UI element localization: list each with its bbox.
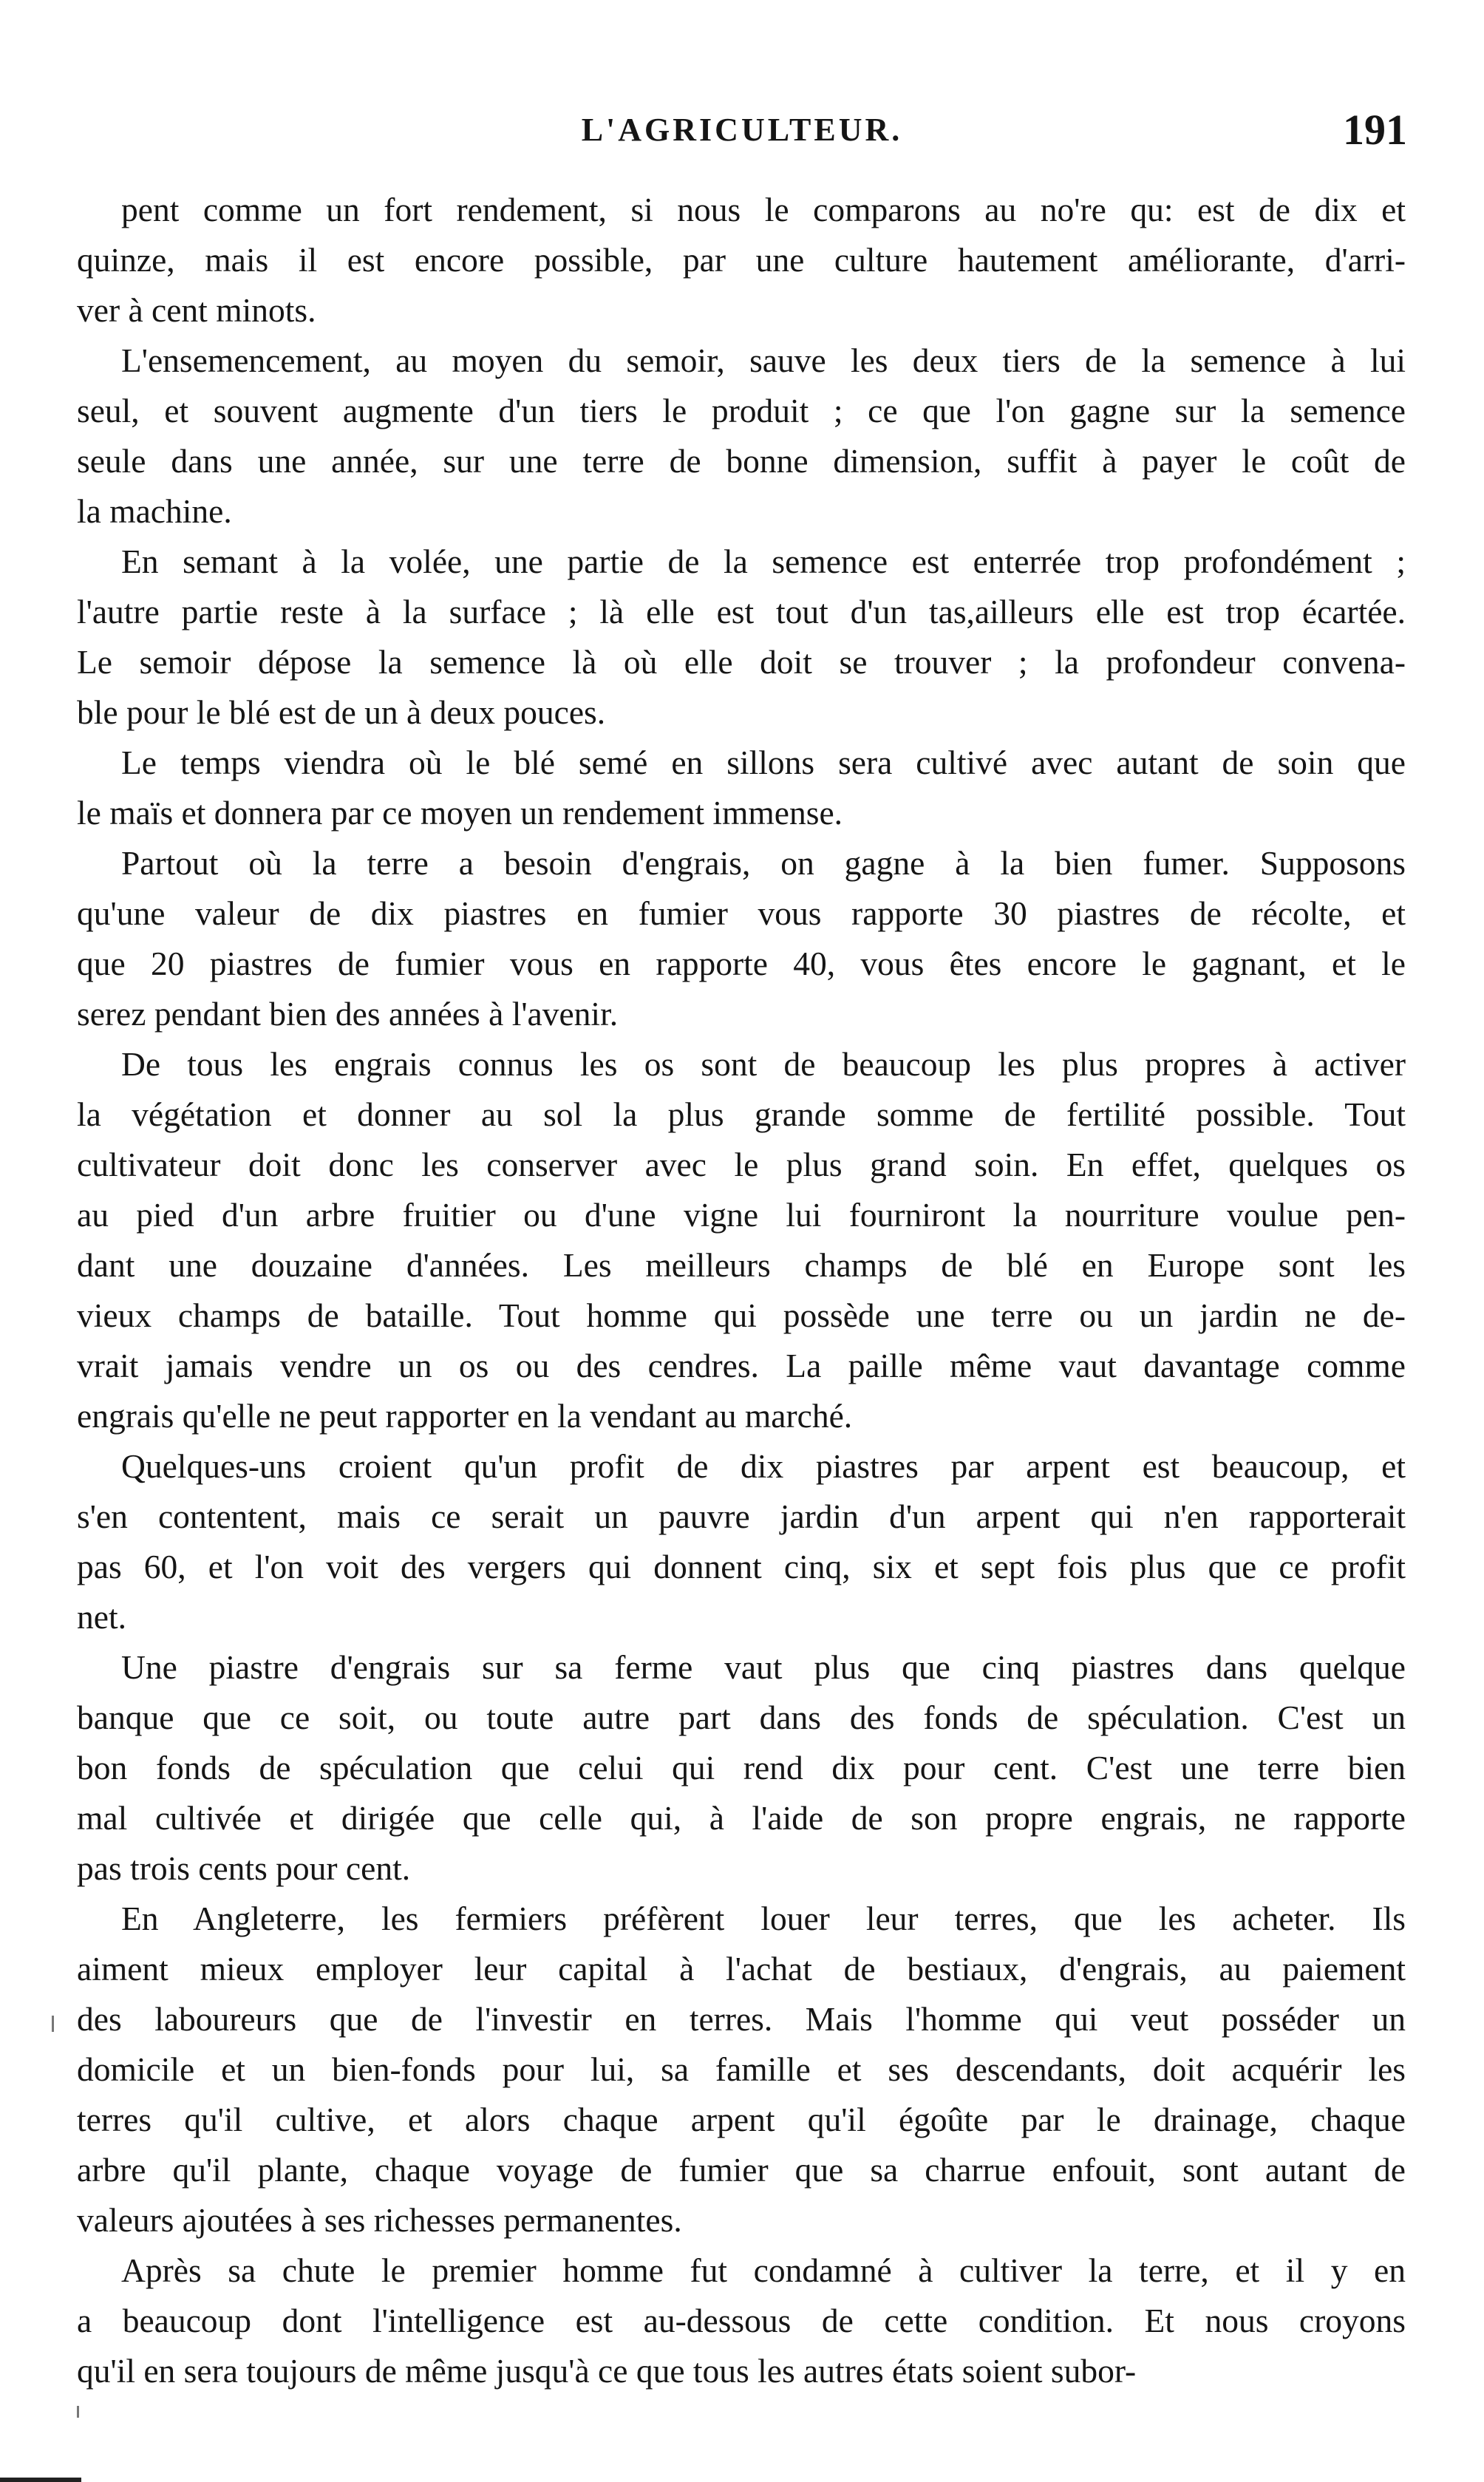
text-line: domicile et un bien-fonds pour lui, sa famille et ses descendants, doit acquérir les xyxy=(77,2050,1406,2088)
text-line: aiment mieux employer leur capital à l'achat de bestiaux, d'engrais, au paiement xyxy=(77,1950,1406,1988)
text-line: l'autre partie reste à la surface ; là elle est tout d'un tas,ailleurs elle est trop écartée. xyxy=(77,593,1406,630)
text-line: vieux champs de bataille. Tout homme qui possède une terre ou un jardin ne de- xyxy=(77,1296,1406,1334)
text-line: mal cultivée et dirigée que celle qui, à l'aide de son propre engrais, ne rapporte xyxy=(77,1799,1406,1837)
paragraph xyxy=(77,1441,1406,1642)
text-line: dant une douzaine d'années. Les meilleurs champs de blé en Europe sont les xyxy=(77,1246,1406,1284)
text-line: En Angleterre, les fermiers préfèrent louer leur terres, que les acheter. Ils xyxy=(121,1900,1406,1937)
paragraph xyxy=(77,2245,1406,2396)
text-line: Partout où la terre a besoin d'engrais, on gagne à la bien fumer. Supposons xyxy=(121,844,1406,882)
paragraph xyxy=(77,1894,1406,2245)
text-line: pent comme un fort rendement, si nous le comparons au no're qu: est de dix et xyxy=(121,191,1406,228)
running-title: L'AGRICULTEUR. xyxy=(581,112,903,148)
scan-speck xyxy=(77,2406,79,2418)
text-line: Le temps viendra où le blé semé en sillons sera cultivé avec autant de soin que xyxy=(121,744,1406,781)
text-line: qu'une valeur de dix piastres en fumier vous rapporte 30 piastres de récolte, et xyxy=(77,894,1406,932)
text-line: seul, et souvent augmente d'un tiers le produit ; ce que l'on gagne sur la semence xyxy=(77,392,1406,429)
text-line: la machine. xyxy=(77,492,232,530)
text-line: L'ensemencement, au moyen du semoir, sauve les deux tiers de la semence à lui xyxy=(121,341,1406,379)
text-line: En semant à la volée, une partie de la semence est enterrée trop profondément ; xyxy=(121,543,1406,580)
paragraph xyxy=(77,185,1406,336)
text-line: la végétation et donner au sol la plus grande somme de fertilité possible. Tout xyxy=(77,1095,1406,1133)
text-line: banque que ce soit, ou toute autre part dans des fonds de spéculation. C'est un xyxy=(77,1699,1406,1736)
text-line: des laboureurs que de l'investir en terres. Mais l'homme qui veut posséder un xyxy=(77,2000,1406,2038)
text-line: arbre qu'il plante, chaque voyage de fumier que sa charrue enfouit, sont autant de xyxy=(77,2151,1406,2189)
scan-edge-mark xyxy=(0,2478,81,2482)
text-line: Le semoir dépose la semence là où elle doit se trouver ; la profondeur convena- xyxy=(77,643,1406,681)
text-line: seule dans une année, sur une terre de bonne dimension, suffit à payer le coût de xyxy=(77,442,1406,480)
text-line: s'en contentent, mais ce serait un pauvre jardin d'un arpent qui n'en rapporterait xyxy=(77,1497,1406,1535)
paragraph xyxy=(77,838,1406,1039)
text-line: cultivateur doit donc les conserver avec le plus grand soin. En effet, quelques os xyxy=(77,1146,1406,1183)
text-line: net. xyxy=(77,1598,126,1636)
scan-speck xyxy=(52,2016,54,2032)
text-line: a beaucoup dont l'intelligence est au-dessous de cette condition. Et nous croyons xyxy=(77,2302,1406,2339)
text-line: valeurs ajoutées à ses richesses permanentes. xyxy=(77,2201,682,2239)
text-line: engrais qu'elle ne peut rapporter en la vendant au marché. xyxy=(77,1397,853,1435)
paragraph xyxy=(77,1039,1406,1441)
paragraph xyxy=(77,738,1406,838)
text-line: qu'il en sera toujours de même jusqu'à ce que tous les autres états soient subor- xyxy=(77,2352,1137,2390)
text-line: Après sa chute le premier homme fut condamné à cultiver la terre, et il y en xyxy=(121,2251,1406,2289)
text-line: terres qu'il cultive, et alors chaque arpent qu'il égoûte par le drainage, chaque xyxy=(77,2101,1406,2138)
text-line: serez pendant bien des années à l'avenir. xyxy=(77,995,619,1033)
text-line: que 20 piastres de fumier vous en rapporte 40, vous êtes encore le gagnant, et le xyxy=(77,945,1406,982)
text-line: bon fonds de spéculation que celui qui rend dix pour cent. C'est une terre bien xyxy=(77,1749,1406,1786)
text-line: quinze, mais il est encore possible, par une culture hautement améliorante, d'arri- xyxy=(77,241,1406,279)
text-line: vrait jamais vendre un os ou des cendres. La paille même vaut davantage comme xyxy=(77,1347,1406,1384)
body-text xyxy=(77,185,1406,2396)
page-number: 191 xyxy=(1343,106,1407,154)
text-line: ver à cent minots. xyxy=(77,291,316,329)
text-line: pas trois cents pour cent. xyxy=(77,1849,411,1887)
paragraph xyxy=(77,1642,1406,1894)
text-line: au pied d'un arbre fruitier ou d'une vigne lui fourniront la nourriture voulue pen- xyxy=(77,1196,1406,1234)
paragraph xyxy=(77,336,1406,537)
text-line: Quelques-uns croient qu'un profit de dix piastres par arpent est beaucoup, et xyxy=(121,1447,1406,1485)
text-line: Une piastre d'engrais sur sa ferme vaut plus que cinq piastres dans quelque xyxy=(121,1648,1406,1686)
running-head xyxy=(77,106,1407,155)
text-line: De tous les engrais connus les os sont de beaucoup les plus propres à activer xyxy=(121,1045,1406,1083)
text-line: pas 60, et l'on voit des vergers qui donnent cinq, six et sept fois plus que ce profit xyxy=(77,1548,1406,1585)
paragraph xyxy=(77,537,1406,738)
text-line: ble pour le blé est de un à deux pouces. xyxy=(77,693,606,731)
text-line: le maïs et donnera par ce moyen un rendement immense. xyxy=(77,794,843,832)
